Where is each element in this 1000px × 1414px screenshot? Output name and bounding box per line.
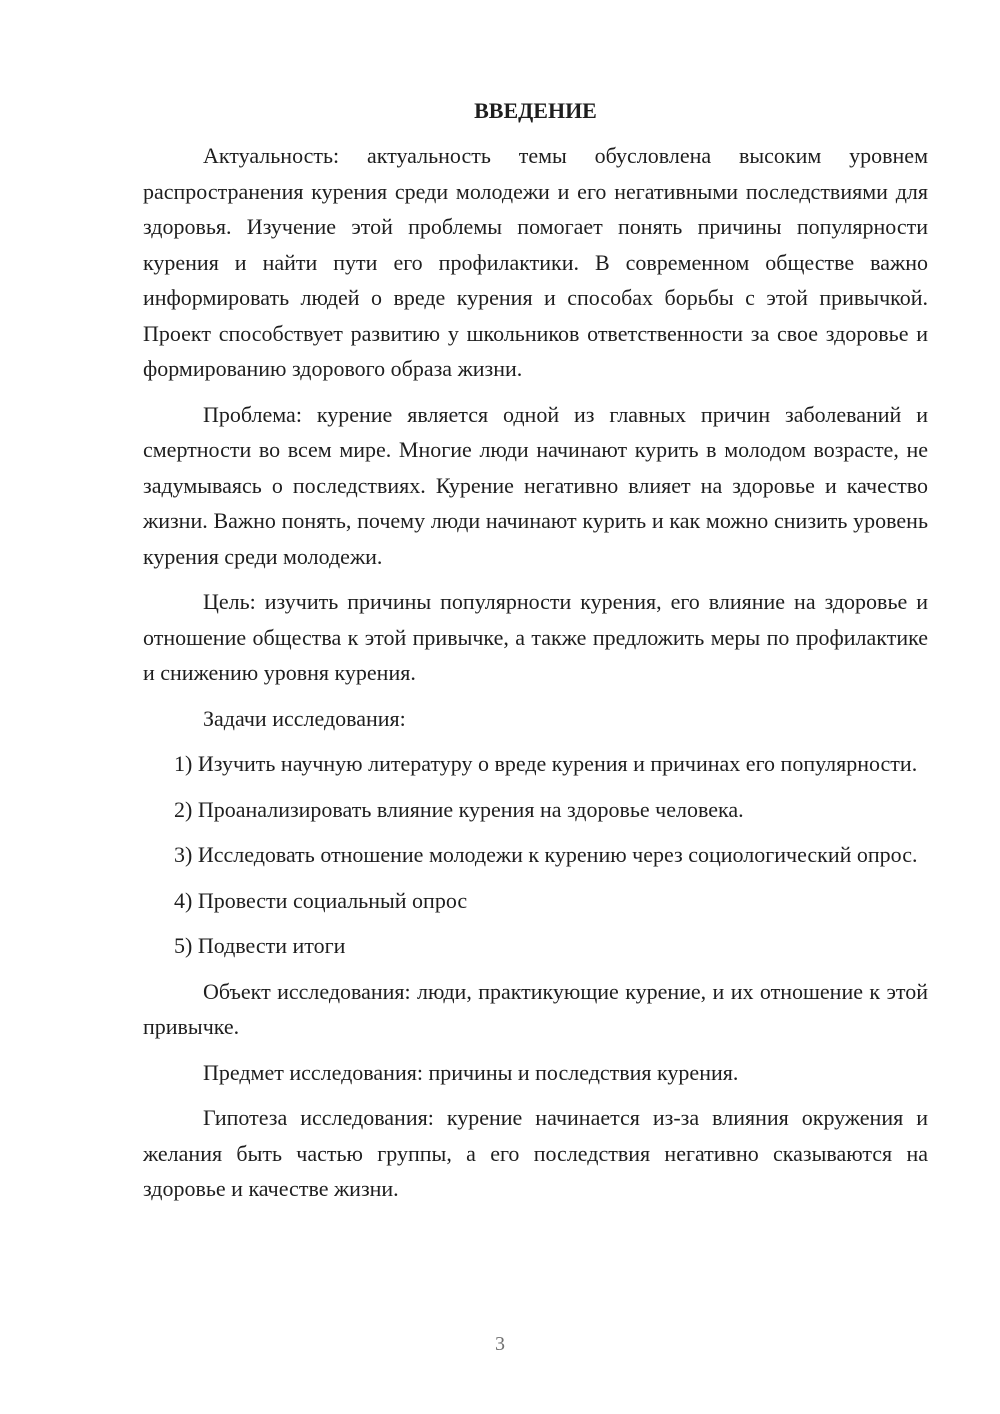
- research-object-paragraph: Объект исследования: люди, практикующие курение, и их отношение к этой привычке.: [143, 978, 928, 1039]
- task-item-2: 2) Проанализировать влияние курения на здоровье человека.: [174, 796, 744, 822]
- task-item-1: 1) Изучить научную литературу о вреде курения и причинах его популярности.: [174, 751, 918, 776]
- goal-paragraph: Цель: изучить причины популярности курения, его влияние на здоровье и отношение общества к этой привычке, а также предложить меры по профилактике и снижению уровня курения.: [143, 589, 928, 685]
- page-title: ВВЕДЕНИЕ: [474, 98, 597, 123]
- tasks-heading: Задачи исследования:: [203, 705, 406, 731]
- relevance-paragraph: Актуальность: актуальность темы обусловлена высоким уровнем распространения курения среди молодежи и его негативными последствиями для здоровья. Изучение этой проблемы помогает понять причины популярности курения и найти пути его профилактики. В современном обществе важно информировать людей о вреде курения и способах борьбы с этой привычкой. Проект способствует развитию у школьников ответственности за свое здоровье и формированию здорового образа жизни.: [143, 143, 928, 381]
- hypothesis-paragraph: Гипотеза исследования: курение начинается из-за влияния окружения и желания быть частью группы, а его последствия негативно сказываются на здоровье и качестве жизни.: [143, 1105, 928, 1201]
- task-item-4: 4) Провести социальный опрос: [174, 887, 468, 913]
- problem-paragraph: Проблема: курение является одной из главных причин заболеваний и смертности во всем мире. Многие люди начинают курить в молодом возрасте, не задумываясь о последствиях. Курение негативно влияет на здоровье и качество жизни. Важно понять, почему люди начинают курить и как можно снизить уровень курения среди молодежи.: [143, 401, 928, 569]
- page-number: 3: [495, 1333, 505, 1355]
- research-subject-paragraph: Предмет исследования: причины и последствия курения.: [203, 1059, 739, 1085]
- document-page: [143, 95, 928, 1217]
- task-item-5: 5) Подвести итоги: [174, 933, 346, 958]
- task-item-3: 3) Исследовать отношение молодежи к курению через социологический опрос.: [174, 842, 918, 867]
